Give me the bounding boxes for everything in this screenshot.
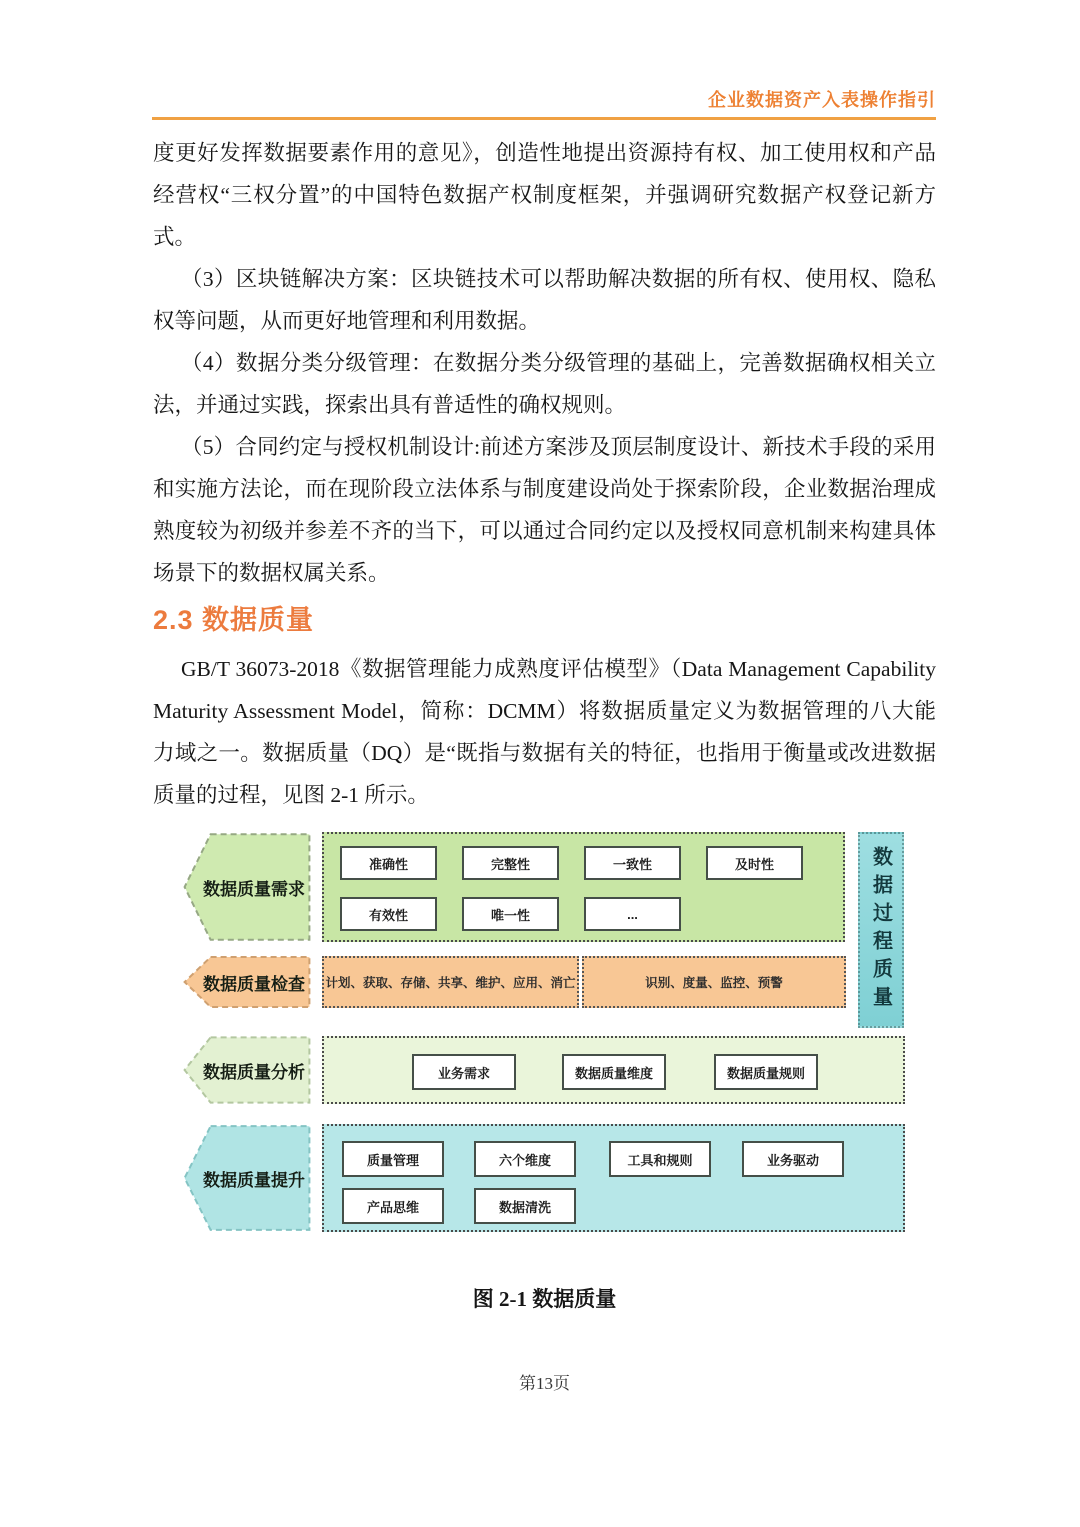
section-heading-2-3: 2.3 数据质量 <box>153 605 315 635</box>
pentagon-improvement <box>182 1124 312 1232</box>
pentagon-label: 数据质量分析 <box>203 1062 305 1082</box>
diagram-box: 六个维度 <box>474 1141 576 1177</box>
pentagon-analysis <box>182 1036 312 1104</box>
diagram-box: 及时性 <box>706 846 803 880</box>
figure-caption: 图 2-1 数据质量 <box>472 1287 617 1311</box>
pentagon-label: 数据质量需求 <box>203 879 305 899</box>
diagram-box: 准确性 <box>340 846 437 880</box>
check-monitor-box: 识别、度量、监控、预警 <box>582 956 846 1008</box>
diagram-box: 产品思维 <box>342 1188 444 1224</box>
improvement-panel <box>322 1124 905 1232</box>
diagram-box: 有效性 <box>340 897 437 931</box>
body-text <box>153 132 936 816</box>
diagram-box: 业务驱动 <box>742 1141 844 1177</box>
paragraph: （3）区块链解决方案：区块链技术可以帮助解决数据的所有权、使用权、隐私权等问题，从而更好地管理和利用数据。 <box>153 267 936 333</box>
diagram-box: ... <box>584 897 681 931</box>
diagram-box: 数据质量维度 <box>562 1054 666 1090</box>
diagram-box: 数据质量规则 <box>714 1054 818 1090</box>
check-lifecycle-box: 计划、获取、存储、共享、维护、应用、消亡 <box>322 956 579 1008</box>
pentagon-label: 数据质量提升 <box>203 1170 305 1190</box>
process-quality-bar: 数据过程质量 <box>858 832 904 1028</box>
figure-2-1-diagram <box>182 830 906 1235</box>
paragraph: （4）数据分类分级管理：在数据分类分级管理的基础上，完善数据确权相关立法，并通过实践，探索出具有普适性的确权规则。 <box>153 351 936 417</box>
pentagon-requirements <box>182 832 312 942</box>
diagram-box: 唯一性 <box>462 897 559 931</box>
diagram-box: 工具和规则 <box>609 1141 711 1177</box>
diagram-box: 数据清洗 <box>474 1188 576 1224</box>
paragraph: 度更好发挥数据要素作用的意见》，创造性地提出资源持有权、加工使用权和产品经营权“三权分置”的中国特色数据产权制度框架，并强调研究数据产权登记新方式。 <box>153 141 936 249</box>
pentagon-check <box>182 956 312 1008</box>
diagram-box: 业务需求 <box>412 1054 516 1090</box>
paragraph: GB/T 36073-2018《数据管理能力成熟度评估模型》（Data Management Capability Maturity Assessment Model，简称：DCMM）将数据质量定义为数据管理的八大能力域之一。数据质量（DQ）是“既指与数据有关的特征，也指用于衡量或改进数据质量的过程，见图 2-1 所示。 <box>153 657 936 807</box>
pentagon-label: 数据质量检查 <box>203 974 305 994</box>
page-number: 第13页 <box>519 1374 570 1393</box>
page-header-title: 企业数据资产入表操作指引 <box>708 90 936 110</box>
diagram-box: 一致性 <box>584 846 681 880</box>
diagram-box: 完整性 <box>462 846 559 880</box>
diagram-box: 质量管理 <box>342 1141 444 1177</box>
analysis-panel <box>322 1036 905 1104</box>
paragraph: （5）合同约定与授权机制设计:前述方案涉及顶层制度设计、新技术手段的采用和实施方法论，而在现阶段立法体系与制度建设尚处于探索阶段，企业数据治理成熟度较为初级并参差不齐的当下，可以通过合同约定以及授权同意机制来构建具体场景下的数据权属关系。 <box>153 435 936 585</box>
header-divider <box>152 117 936 120</box>
requirements-panel <box>322 832 845 942</box>
